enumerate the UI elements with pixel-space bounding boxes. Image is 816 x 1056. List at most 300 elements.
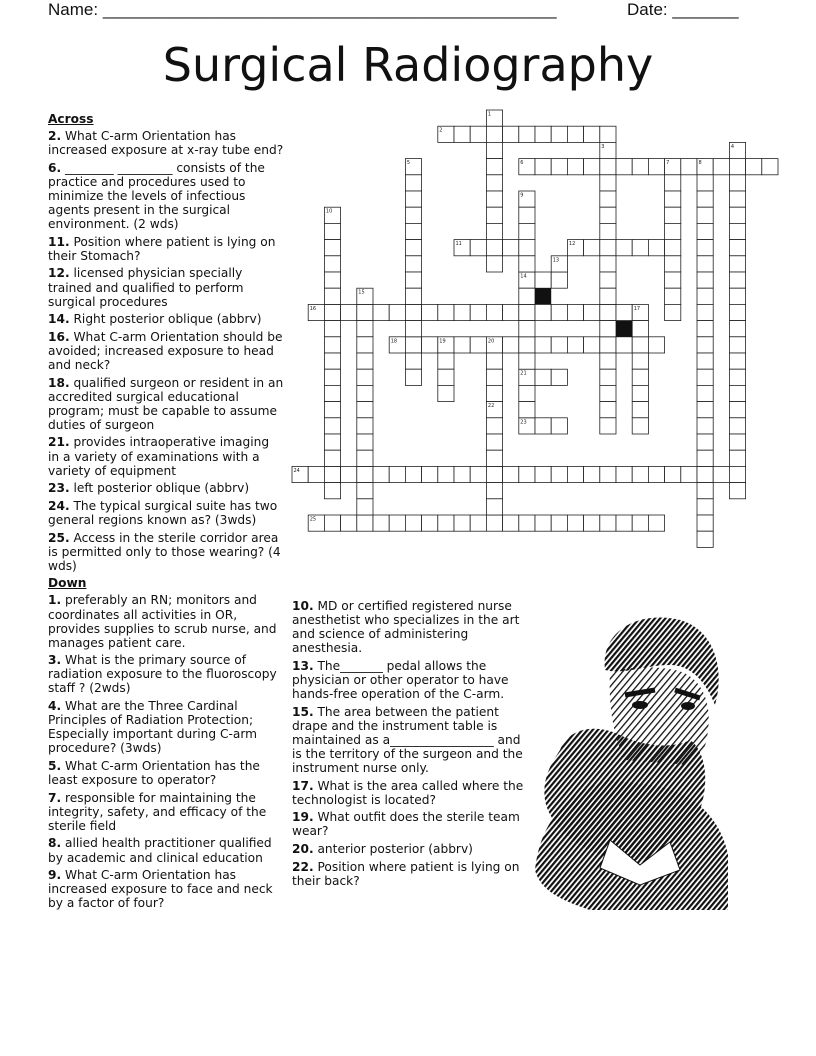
grid-cell[interactable]	[324, 240, 340, 256]
grid-cell[interactable]	[373, 515, 389, 531]
grid-cell[interactable]	[519, 402, 535, 418]
grid-cell[interactable]	[357, 353, 373, 369]
grid-cell-number: 23	[520, 419, 527, 426]
grid-cell[interactable]	[405, 369, 421, 385]
grid-cell[interactable]	[535, 466, 551, 482]
grid-cell[interactable]	[373, 304, 389, 320]
grid-cell[interactable]	[697, 515, 713, 531]
grid-cell-number: 16	[309, 305, 317, 312]
grid-cell[interactable]	[357, 434, 373, 450]
grid-cell-number: 9	[520, 192, 524, 199]
clue-number: 23.	[48, 481, 70, 496]
clue-text: What is the primary source of radiation exposure to the fluoroscopy staff ? (2wds)	[48, 653, 277, 696]
grid-cell[interactable]	[486, 207, 502, 223]
grid-cell[interactable]	[600, 385, 616, 401]
grid-cell[interactable]	[535, 272, 551, 288]
grid-cell[interactable]	[600, 256, 616, 272]
grid-cell[interactable]	[584, 304, 600, 320]
page-title: Surgical Radiography	[162, 38, 654, 92]
grid-cell[interactable]	[729, 175, 745, 191]
grid-cell[interactable]	[486, 191, 502, 207]
grid-cell[interactable]	[357, 321, 373, 337]
grid-cell[interactable]	[535, 369, 551, 385]
grid-cell-number: 11	[455, 241, 462, 248]
grid-cell[interactable]	[324, 337, 340, 353]
grid-cell[interactable]	[519, 223, 535, 239]
grid-cell[interactable]	[632, 353, 648, 369]
grid-cell[interactable]	[632, 369, 648, 385]
grid-cell[interactable]	[665, 272, 681, 288]
grid-cell[interactable]	[584, 515, 600, 531]
grid-cell[interactable]	[729, 450, 745, 466]
grid-cell[interactable]	[551, 126, 567, 142]
grid-cell[interactable]	[697, 483, 713, 499]
grid-cell[interactable]	[632, 515, 648, 531]
clue-number: 2.	[48, 129, 62, 144]
grid-cell[interactable]	[422, 304, 438, 320]
grid-cell[interactable]	[486, 434, 502, 450]
grid-cell[interactable]	[697, 223, 713, 239]
grid-cell[interactable]	[405, 515, 421, 531]
grid-cell[interactable]	[324, 256, 340, 272]
grid-cell[interactable]	[519, 240, 535, 256]
grid-cell[interactable]	[422, 466, 438, 482]
clue-text: Position where patient is lying on their Stomach?	[48, 234, 276, 263]
grid-cell[interactable]	[357, 369, 373, 385]
grid-cell[interactable]	[632, 321, 648, 337]
grid-cell[interactable]	[551, 466, 567, 482]
clue-text: MD or certified registered nurse anesthetist who specializes in the art and science of administering anesthesia.	[292, 599, 520, 656]
grid-cell[interactable]	[648, 159, 664, 175]
grid-cell[interactable]	[600, 272, 616, 288]
grid-cell[interactable]	[503, 337, 519, 353]
clue-item	[292, 810, 528, 838]
grid-cell[interactable]	[324, 483, 340, 499]
grid-cell[interactable]	[519, 207, 535, 223]
grid-cell[interactable]	[584, 159, 600, 175]
grid-cell[interactable]	[697, 353, 713, 369]
grid-cell[interactable]	[405, 256, 421, 272]
clue-text: anterior posterior (abbrv)	[317, 842, 473, 856]
grid-cell[interactable]	[729, 402, 745, 418]
clue-item	[48, 699, 284, 755]
grid-cell[interactable]	[616, 337, 632, 353]
grid-cell[interactable]	[567, 337, 583, 353]
grid-cell[interactable]	[551, 337, 567, 353]
grid-cell[interactable]	[665, 256, 681, 272]
grid-cell[interactable]	[729, 434, 745, 450]
grid-cell[interactable]	[551, 272, 567, 288]
grid-cell-number: 6	[520, 160, 524, 167]
grid-cell[interactable]	[486, 126, 502, 142]
grid-cell[interactable]	[324, 288, 340, 304]
grid-cell[interactable]	[729, 337, 745, 353]
grid-cell[interactable]	[713, 159, 729, 175]
grid-cell[interactable]	[697, 272, 713, 288]
grid-cell[interactable]	[341, 466, 357, 482]
grid-cell[interactable]	[729, 304, 745, 320]
grid-cell[interactable]	[405, 466, 421, 482]
grid-cell[interactable]	[632, 159, 648, 175]
grid-cell[interactable]	[470, 126, 486, 142]
grid-cell[interactable]	[422, 515, 438, 531]
grid-cell[interactable]	[616, 240, 632, 256]
grid-cell[interactable]	[697, 240, 713, 256]
grid-cell[interactable]	[697, 369, 713, 385]
grid-cell-number: 8	[698, 160, 702, 167]
grid-cell[interactable]	[324, 353, 340, 369]
grid-cell[interactable]	[470, 515, 486, 531]
grid-cell[interactable]	[729, 207, 745, 223]
clue-text: Position where patient is lying on their back?	[292, 859, 520, 888]
grid-cell[interactable]	[324, 402, 340, 418]
grid-cell[interactable]	[405, 353, 421, 369]
grid-cell[interactable]	[729, 223, 745, 239]
grid-cell[interactable]	[681, 466, 697, 482]
grid-cell[interactable]	[324, 418, 340, 434]
grid-cell[interactable]	[454, 515, 470, 531]
grid-cell[interactable]	[324, 434, 340, 450]
grid-cell[interactable]	[503, 240, 519, 256]
grid-cell[interactable]	[324, 304, 340, 320]
grid-cell[interactable]	[324, 385, 340, 401]
grid-cell[interactable]	[567, 515, 583, 531]
grid-cell[interactable]	[438, 369, 454, 385]
grid-cell[interactable]	[665, 466, 681, 482]
grid-cell[interactable]	[584, 126, 600, 142]
grid-cell[interactable]	[600, 337, 616, 353]
grid-cell[interactable]	[600, 207, 616, 223]
clue-text: What outfit does the sterile team wear?	[292, 810, 520, 839]
clue-text: Right posterior oblique (abbrv)	[73, 312, 262, 327]
grid-cell[interactable]	[454, 304, 470, 320]
clue-number: 1.	[48, 593, 62, 608]
grid-cell[interactable]	[389, 304, 405, 320]
grid-cell[interactable]	[567, 126, 583, 142]
grid-cell[interactable]	[600, 369, 616, 385]
clue-number: 6.	[48, 160, 62, 175]
clue-number: 9.	[48, 868, 62, 883]
grid-cell[interactable]	[535, 126, 551, 142]
grid-cell[interactable]	[697, 321, 713, 337]
grid-cell[interactable]	[697, 288, 713, 304]
grid-cell[interactable]	[535, 515, 551, 531]
grid-cell[interactable]	[470, 466, 486, 482]
clue-item	[292, 599, 528, 655]
grid-cell[interactable]	[357, 499, 373, 515]
grid-cell[interactable]	[600, 402, 616, 418]
grid-cell[interactable]	[357, 337, 373, 353]
grid-cell[interactable]	[616, 466, 632, 482]
grid-cell[interactable]	[600, 418, 616, 434]
grid-cell[interactable]	[519, 256, 535, 272]
grid-cell[interactable]	[632, 402, 648, 418]
grid-cell[interactable]	[697, 418, 713, 434]
clue-text: qualified surgeon or resident in an accredited surgical educational program; must be capable to assume duties of surgeon	[48, 375, 284, 432]
grid-cell[interactable]	[405, 207, 421, 223]
grid-cell[interactable]	[324, 466, 340, 482]
grid-cell[interactable]	[600, 466, 616, 482]
grid-cell[interactable]	[697, 175, 713, 191]
grid-cell[interactable]	[324, 272, 340, 288]
grid-cell[interactable]	[697, 434, 713, 450]
grid-cell[interactable]	[600, 304, 616, 320]
clue-item	[292, 779, 528, 807]
clue-number: 21.	[48, 435, 70, 450]
grid-cell[interactable]	[600, 353, 616, 369]
grid-cell[interactable]	[681, 159, 697, 175]
grid-cell[interactable]	[470, 337, 486, 353]
clue-text: What C-arm Orientation has increased exposure to face and neck by a factor of four?	[48, 868, 273, 911]
grid-cell[interactable]	[486, 515, 502, 531]
clue-number: 24.	[48, 498, 70, 513]
grid-cell[interactable]	[729, 466, 745, 482]
grid-cell[interactable]	[486, 483, 502, 499]
grid-cell[interactable]	[697, 207, 713, 223]
grid-cell[interactable]	[503, 126, 519, 142]
grid-cell[interactable]	[632, 385, 648, 401]
grid-cell[interactable]	[486, 369, 502, 385]
grid-cell[interactable]	[519, 304, 535, 320]
name-line[interactable]: ________________________________________________	[102, 0, 557, 19]
grid-cell[interactable]	[746, 159, 762, 175]
grid-cell[interactable]	[632, 466, 648, 482]
grid-cell[interactable]	[600, 191, 616, 207]
clue-item	[48, 653, 284, 695]
grid-cell[interactable]	[729, 369, 745, 385]
grid-cell[interactable]	[616, 515, 632, 531]
grid-cell[interactable]	[405, 321, 421, 337]
grid-cell-number: 24	[293, 467, 300, 474]
grid-cell[interactable]	[324, 515, 340, 531]
grid-cell[interactable]	[454, 126, 470, 142]
clue-number: 19.	[292, 810, 314, 825]
grid-cell[interactable]	[665, 207, 681, 223]
grid-cell-number: 14	[520, 273, 527, 280]
grid-cell[interactable]	[357, 515, 373, 531]
grid-cell[interactable]	[729, 191, 745, 207]
grid-cell[interactable]	[665, 240, 681, 256]
grid-cell[interactable]	[438, 385, 454, 401]
grid-cell[interactable]	[762, 159, 778, 175]
grid-cell[interactable]	[584, 240, 600, 256]
grid-cell[interactable]	[632, 240, 648, 256]
grid-cell[interactable]	[616, 159, 632, 175]
grid-cell[interactable]	[373, 466, 389, 482]
grid-cell[interactable]	[519, 126, 535, 142]
grid-cell[interactable]	[697, 256, 713, 272]
grid-cell[interactable]	[697, 304, 713, 320]
grid-cell[interactable]	[551, 369, 567, 385]
grid-cell[interactable]	[357, 466, 373, 482]
grid-cell[interactable]	[632, 418, 648, 434]
clue-number: 10.	[292, 599, 314, 613]
grid-cell[interactable]	[422, 337, 438, 353]
grid-cell[interactable]	[600, 288, 616, 304]
grid-cell[interactable]	[486, 466, 502, 482]
grid-cell[interactable]	[697, 450, 713, 466]
grid-cell[interactable]	[405, 191, 421, 207]
grid-cell[interactable]	[438, 515, 454, 531]
grid-cell[interactable]	[665, 223, 681, 239]
grid-cell[interactable]	[519, 337, 535, 353]
grid-cell[interactable]	[308, 466, 324, 482]
grid-cell[interactable]	[567, 466, 583, 482]
grid-cell[interactable]	[600, 321, 616, 337]
grid-cell[interactable]	[729, 159, 745, 175]
grid-cell[interactable]	[697, 191, 713, 207]
portrait-engraving-icon	[530, 610, 730, 910]
grid-cell[interactable]	[729, 483, 745, 499]
grid-cell[interactable]	[697, 385, 713, 401]
grid-cell[interactable]	[729, 418, 745, 434]
grid-cell[interactable]	[519, 466, 535, 482]
grid-cell[interactable]	[519, 515, 535, 531]
grid-cell[interactable]	[729, 288, 745, 304]
grid-cell[interactable]	[519, 321, 535, 337]
grid-cell[interactable]	[729, 353, 745, 369]
clue-item	[48, 868, 284, 910]
grid-cell[interactable]	[503, 515, 519, 531]
grid-cell[interactable]	[600, 515, 616, 531]
clue-number: 5.	[48, 758, 62, 773]
clue-text: What are the Three Cardinal Principles of Radiation Protection; Especially important during C-arm procedure? (3wds)	[48, 699, 258, 756]
grid-cell[interactable]	[486, 240, 502, 256]
grid-cell[interactable]	[503, 304, 519, 320]
grid-cell[interactable]	[632, 337, 648, 353]
grid-cell[interactable]	[697, 402, 713, 418]
grid-cell[interactable]	[357, 483, 373, 499]
grid-cell[interactable]	[357, 418, 373, 434]
grid-cell[interactable]	[389, 515, 405, 531]
grid-cell[interactable]	[470, 240, 486, 256]
grid-cell[interactable]	[519, 353, 535, 369]
grid-cell[interactable]	[616, 304, 632, 320]
clue-text: What C-arm Orientation should be avoided; increased exposure to head and neck?	[48, 329, 283, 372]
grid-cell[interactable]	[551, 159, 567, 175]
grid-cell[interactable]	[405, 175, 421, 191]
grid-cell[interactable]	[438, 304, 454, 320]
grid-cell[interactable]	[551, 304, 567, 320]
clue-number: 11.	[48, 234, 70, 249]
grid-cell[interactable]	[729, 385, 745, 401]
grid-cell[interactable]	[697, 466, 713, 482]
grid-cell[interactable]	[357, 385, 373, 401]
grid-cell[interactable]	[405, 240, 421, 256]
grid-cell[interactable]	[357, 304, 373, 320]
grid-cell[interactable]	[389, 466, 405, 482]
grid-cell[interactable]	[503, 466, 519, 482]
grid-cell[interactable]	[470, 304, 486, 320]
grid-cell[interactable]	[486, 256, 502, 272]
grid-cell[interactable]	[438, 466, 454, 482]
grid-cell[interactable]	[600, 240, 616, 256]
grid-cell[interactable]	[567, 159, 583, 175]
grid-cell[interactable]	[486, 159, 502, 175]
grid-cell[interactable]	[600, 126, 616, 142]
clue-number: 15.	[292, 704, 314, 719]
grid-cell[interactable]	[600, 175, 616, 191]
clue-text: What is the area called where the technologist is located?	[292, 778, 524, 807]
grid-cell[interactable]	[648, 515, 664, 531]
clue-number: 8.	[48, 836, 62, 851]
grid-cell[interactable]	[648, 337, 664, 353]
grid-cell[interactable]	[454, 466, 470, 482]
grid-cell[interactable]	[486, 223, 502, 239]
grid-cell[interactable]	[405, 223, 421, 239]
grid-cell[interactable]	[486, 499, 502, 515]
grid-cell[interactable]	[729, 272, 745, 288]
grid-cell[interactable]	[486, 353, 502, 369]
grid-cell[interactable]	[535, 418, 551, 434]
grid-cell[interactable]	[665, 191, 681, 207]
grid-cell[interactable]	[405, 337, 421, 353]
grid-cell[interactable]	[648, 466, 664, 482]
grid-cell[interactable]	[665, 288, 681, 304]
grid-cell[interactable]	[486, 418, 502, 434]
grid-cell[interactable]	[486, 385, 502, 401]
grid-cell[interactable]	[697, 499, 713, 515]
grid-cell[interactable]	[357, 450, 373, 466]
grid-cell[interactable]	[567, 304, 583, 320]
grid-cell[interactable]	[665, 304, 681, 320]
grid-cell[interactable]	[600, 159, 616, 175]
grid-cell[interactable]	[486, 175, 502, 191]
grid-cell[interactable]	[519, 288, 535, 304]
grid-cell-number: 5	[406, 160, 411, 167]
grid-cell[interactable]	[729, 256, 745, 272]
grid-cell[interactable]	[324, 223, 340, 239]
grid-cell[interactable]	[454, 337, 470, 353]
grid-cell[interactable]	[324, 321, 340, 337]
grid-cell[interactable]	[324, 450, 340, 466]
clue-text: What C-arm Orientation has the least exposure to operator?	[48, 758, 260, 788]
grid-cell[interactable]	[648, 240, 664, 256]
grid-cell[interactable]	[519, 385, 535, 401]
grid-cell[interactable]	[584, 466, 600, 482]
grid-cell[interactable]	[697, 531, 713, 547]
grid-cell[interactable]	[341, 515, 357, 531]
grid-cell[interactable]	[324, 369, 340, 385]
grid-cell[interactable]	[357, 402, 373, 418]
grid-cell[interactable]	[729, 240, 745, 256]
grid-cell[interactable]	[486, 142, 502, 158]
clue-number: 20.	[292, 842, 314, 856]
grid-cell[interactable]	[486, 450, 502, 466]
grid-cell[interactable]	[551, 515, 567, 531]
grid-cell[interactable]	[341, 304, 357, 320]
grid-cell[interactable]	[535, 304, 551, 320]
grid-cell[interactable]	[535, 337, 551, 353]
grid-cell[interactable]	[535, 159, 551, 175]
grid-cell[interactable]	[600, 223, 616, 239]
clue-item	[292, 842, 528, 856]
grid-cell-number: 22	[487, 403, 495, 410]
grid-cell[interactable]	[486, 304, 502, 320]
grid-cell[interactable]	[729, 321, 745, 337]
grid-cell[interactable]	[584, 337, 600, 353]
grid-cell[interactable]	[405, 288, 421, 304]
grid-cell[interactable]	[665, 175, 681, 191]
grid-cell[interactable]	[713, 466, 729, 482]
grid-cell[interactable]	[697, 337, 713, 353]
date-line[interactable]: _______	[672, 0, 739, 19]
grid-cell[interactable]	[405, 272, 421, 288]
clue-number: 4.	[48, 699, 62, 714]
grid-cell[interactable]	[405, 304, 421, 320]
grid-cell[interactable]	[438, 353, 454, 369]
grid-cell[interactable]	[551, 418, 567, 434]
